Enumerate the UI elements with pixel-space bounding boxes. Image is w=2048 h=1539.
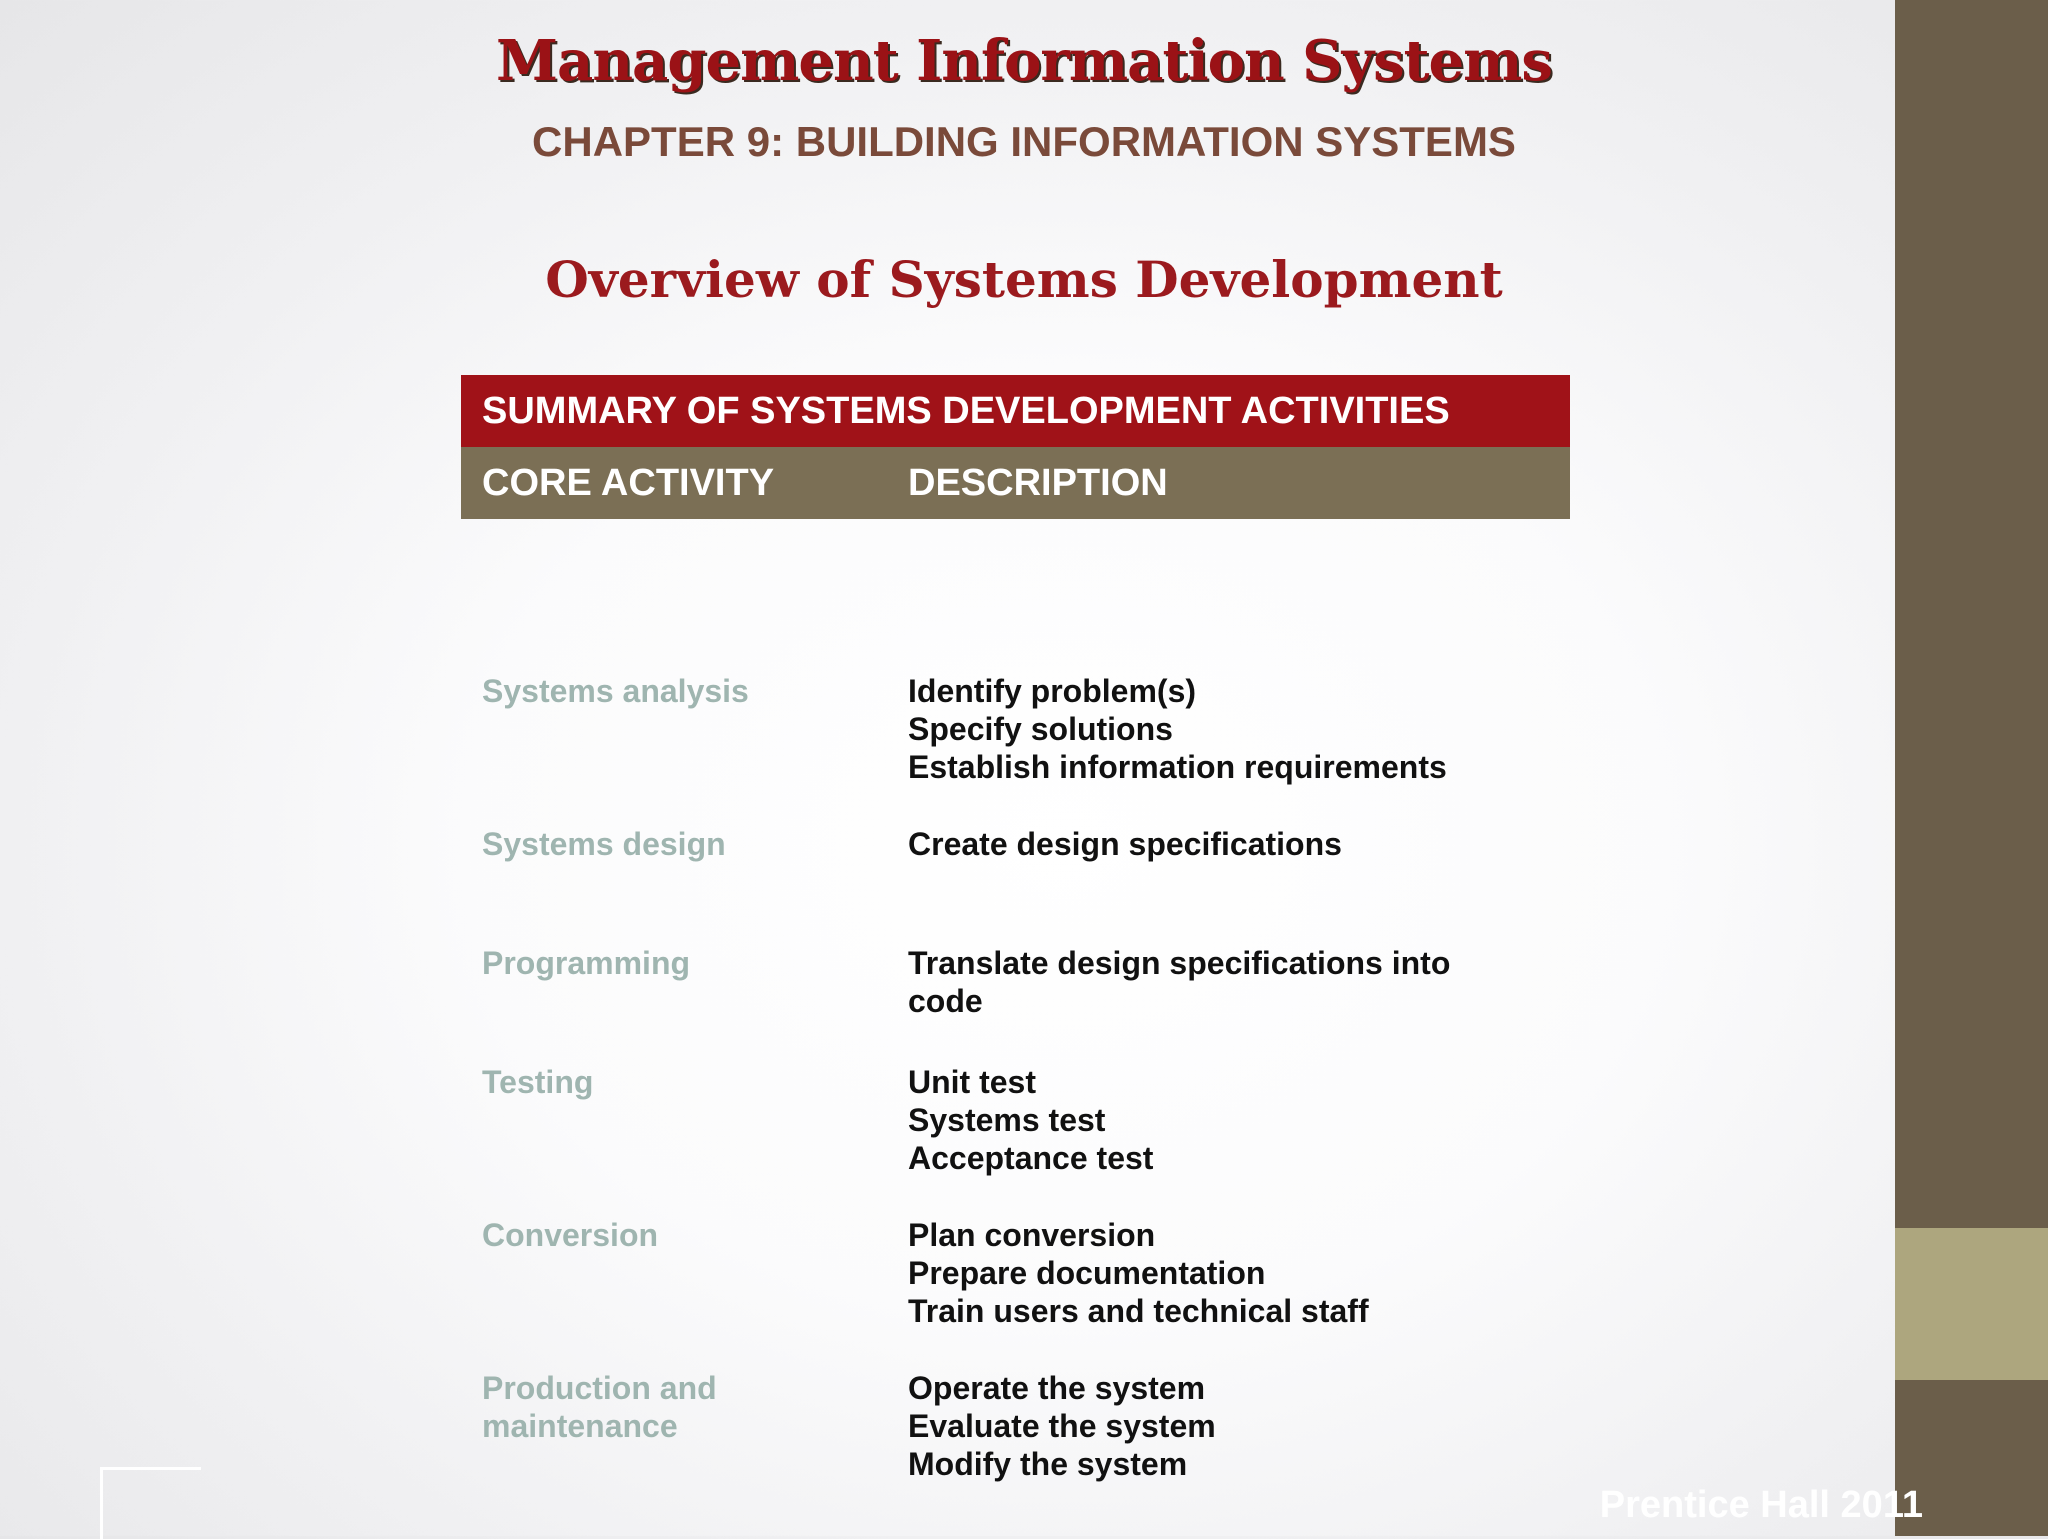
description-cell	[908, 825, 1342, 863]
description-line: Train users and technical staff	[908, 1293, 1369, 1329]
description-cell	[908, 944, 1450, 1020]
description-line: Translate design specifications into	[908, 945, 1451, 981]
section-heading: Overview of Systems Development	[545, 250, 1503, 309]
activity-line: Programming	[482, 945, 691, 981]
description-line: Acceptance test	[908, 1140, 1154, 1176]
description-cell	[908, 1063, 1153, 1177]
description-cell	[908, 672, 1447, 786]
description-line: Operate the system	[908, 1370, 1206, 1406]
activity-line: Production and	[482, 1370, 717, 1406]
description-cell	[908, 1216, 1369, 1330]
activity-line: Systems design	[482, 826, 726, 862]
description-line: code	[908, 983, 983, 1019]
description-line: Specify solutions	[908, 711, 1173, 747]
activity-cell	[482, 1369, 717, 1445]
activity-cell	[482, 1063, 593, 1101]
table-title: SUMMARY OF SYSTEMS DEVELOPMENT ACTIVITIES	[461, 375, 1570, 447]
description-line: Identify problem(s)	[908, 673, 1197, 709]
right-sidebar-accent	[1895, 1228, 2048, 1380]
activity-cell	[482, 1216, 658, 1254]
activity-line: Systems analysis	[482, 673, 749, 709]
description-cell	[908, 1369, 1216, 1483]
activity-cell	[482, 672, 749, 710]
description-line: Systems test	[908, 1102, 1106, 1138]
activity-cell	[482, 944, 690, 982]
activity-line: maintenance	[482, 1408, 678, 1444]
column-header-core-activity: CORE ACTIVITY	[482, 462, 775, 504]
activity-line: Testing	[482, 1064, 594, 1100]
slide-title: Management Information Systems	[496, 28, 1552, 94]
table-header-row	[461, 447, 1570, 519]
logo-frame	[100, 1467, 201, 1539]
footer-copyright: Prentice Hall 2011	[1599, 1484, 1923, 1526]
activity-line: Conversion	[482, 1217, 659, 1253]
description-line: Create design specifications	[908, 826, 1342, 862]
description-line: Evaluate the system	[908, 1408, 1216, 1444]
column-header-description: DESCRIPTION	[908, 462, 1168, 504]
description-line: Unit test	[908, 1064, 1036, 1100]
description-line: Plan conversion	[908, 1217, 1156, 1253]
chapter-subtitle: CHAPTER 9: BUILDING INFORMATION SYSTEMS	[532, 118, 1516, 165]
summary-table	[461, 375, 1570, 1482]
description-line: Establish information requirements	[908, 749, 1447, 785]
description-line: Prepare documentation	[908, 1255, 1266, 1291]
activity-cell	[482, 825, 726, 863]
description-line: Modify the system	[908, 1446, 1188, 1482]
